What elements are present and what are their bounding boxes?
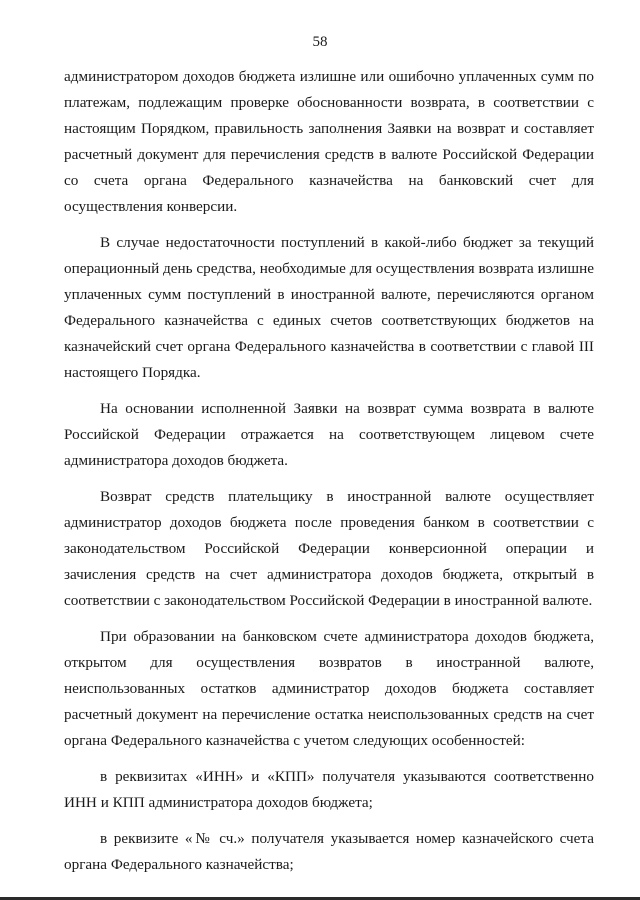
paragraph-account-number-details: в реквизите «№ сч.» получателя указывается номер казначейского счета органа Федерального казначейства;: [64, 830, 594, 873]
paragraph-continuation: администратором доходов бюджета излишне или ошибочно уплаченных сумм по платежам, подлежащим проверке обоснованности возврата, в соответствии с настоящим Порядком, правильность заполнения Заявки на возврат и составляет расчетный документ для перечисления средств в валюте Российской Федерации со счета органа Федерального казначейства на банковский счет для осуществления конверсии.: [64, 68, 594, 215]
paragraph-executed-request: На основании исполненной Заявки на возврат сумма возврата в валюте Российской Федерации отражается на соответствующем лицевом счете администратора доходов бюджета.: [64, 400, 594, 469]
paragraph-refund-foreign-currency: Возврат средств плательщику в иностранной валюте осуществляет администратор доходов бюджета после проведения банком в соответствии с законодательством Российской Федерации конверсионной операции и зачисления средств на счет администратора доходов бюджета, открытый в соответствии с законодательством Российской Федерации в иностранной валюте.: [64, 488, 594, 609]
paragraph-unused-balances: При образовании на банковском счете администратора доходов бюджета, открытом для осуществления возвратов в иностранной валюте, неиспользованных остатков администратор доходов бюджета составляет расчетный документ на перечисление остатка неиспользованных средств на счет органа Федерального казначейства с учетом следующих особенностей:: [64, 628, 594, 749]
document-body: [64, 64, 594, 888]
paragraph-inn-kpp-details: в реквизитах «ИНН» и «КПП» получателя указываются соответственно ИНН и КПП администратора доходов бюджета;: [64, 768, 594, 811]
paragraph-insufficient-receipts: В случае недостаточности поступлений в какой-либо бюджет за текущий операционный день средства, необходимые для осуществления возврата излишне уплаченных сумм поступлений в иностранной валюте, перечисляются органом Федерального казначейства с единых счетов соответствующих бюджетов на казначейский счет органа Федерального казначейства в соответствии с главой III настоящего Порядка.: [64, 234, 594, 381]
page-number: 58: [312, 34, 328, 50]
